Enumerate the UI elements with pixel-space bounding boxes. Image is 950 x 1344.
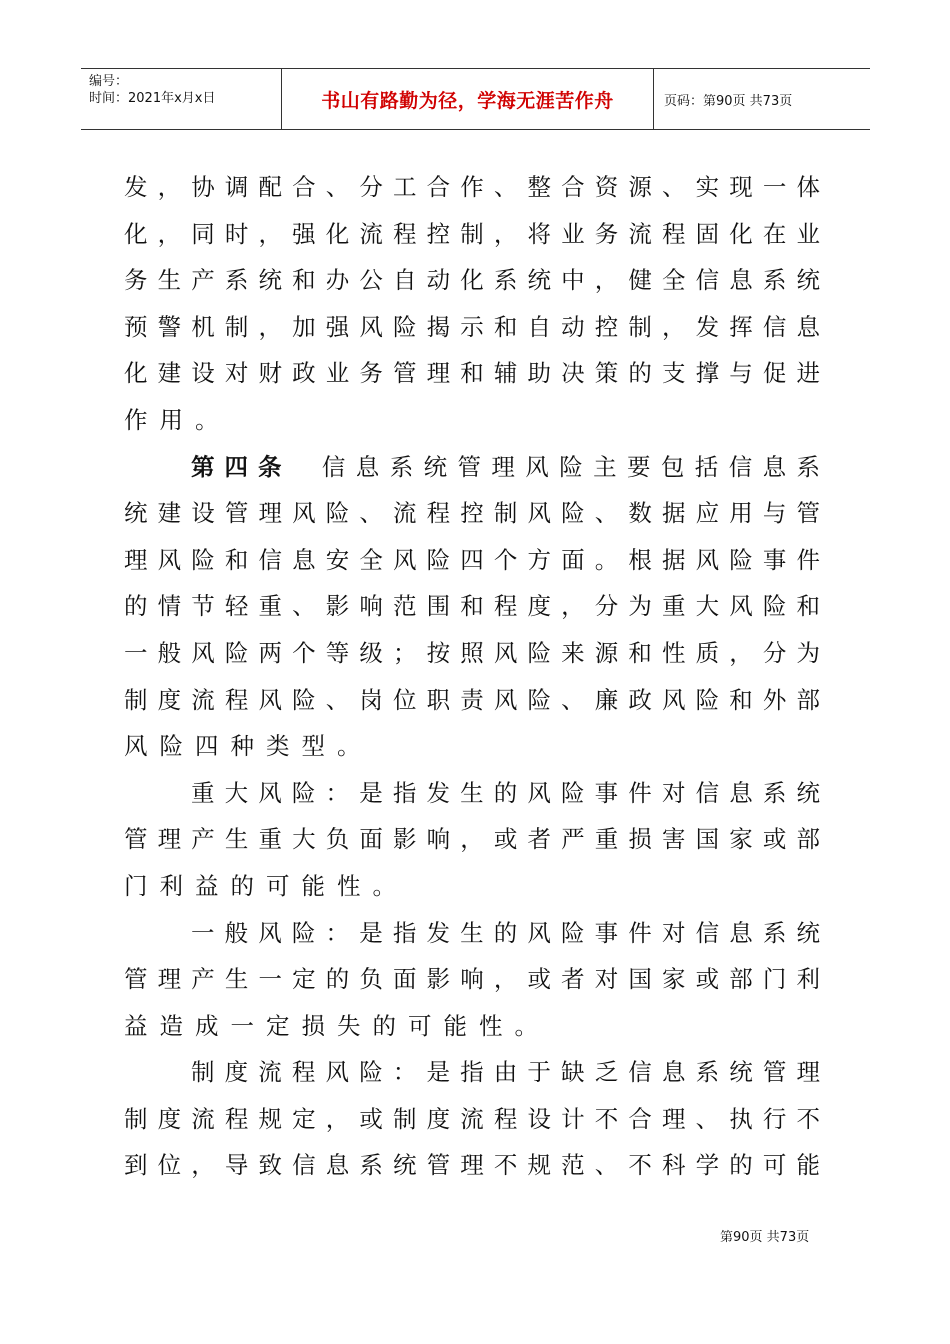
text-line: 理风险和信息安全风险四个方面。根据风险事件 [124, 545, 820, 574]
text-line: 一般风险：是指发生的风险事件对信息系统 [191, 918, 820, 947]
article-heading: 第四条 [191, 452, 292, 481]
text-line: 重大风险：是指发生的风险事件对信息系统 [191, 778, 820, 807]
text-line: 一般风险两个等级；按照风险来源和性质，分为 [124, 638, 820, 667]
text-line: 到位，导致信息系统管理不规范、不科学的可能 [124, 1151, 820, 1180]
text-line: 制度流程风险、岗位职责风险、廉政风险和外部 [124, 685, 820, 714]
text-line: 管理产生一定的负面影响，或者对国家或部门利 [124, 965, 820, 994]
text-line: 化，同时，强化流程控制，将业务流程固化在业 [124, 219, 820, 248]
text-line: 制度流程规定，或制度流程设计不合理、执行不 [124, 1104, 820, 1133]
text-line: 作用。 [124, 405, 231, 434]
text-line: 化建设对财政业务管理和辅助决策的支撑与促进 [124, 359, 820, 388]
text-line: 风险四种类型。 [124, 732, 373, 761]
header-motto: 书山有路勤为径，学海无涯苦作舟 [282, 69, 654, 129]
article-4-text: 信息系统管理风险主要包括信息系 [311, 452, 820, 481]
document-body [124, 164, 820, 1189]
document-header [81, 68, 870, 130]
text-line: 预警机制，加强风险揭示和自动控制，发挥信息 [124, 312, 820, 341]
article-4-first-line [124, 444, 820, 491]
footer-page-label: 第90页 共73页 [720, 1230, 810, 1245]
text-line: 务生产系统和办公自动化系统中，健全信息系统 [124, 266, 820, 295]
text-line: 统建设管理风险、流程控制风险、数据应用与管 [124, 499, 820, 528]
doc-number-label: 编号： [89, 74, 129, 89]
text-line: 发，协调配合、分工合作、整合资源、实现一体 [124, 173, 820, 201]
text-line: 益造成一定损失的可能性。 [124, 1011, 550, 1040]
header-page-label: 页码：第90页 共73页 [664, 93, 793, 109]
text-line: 制度流程风险：是指由于缺乏信息系统管理 [191, 1058, 820, 1087]
doc-time-label: 时间：2021年x月x日 [89, 91, 216, 106]
header-meta-cell [81, 69, 282, 129]
text-line: 的情节轻重、影响范围和程度，分为重大风险和 [124, 592, 820, 621]
text-line: 管理产生重大负面影响，或者严重损害国家或部 [124, 825, 820, 854]
text-line: 门利益的可能性。 [124, 871, 408, 900]
